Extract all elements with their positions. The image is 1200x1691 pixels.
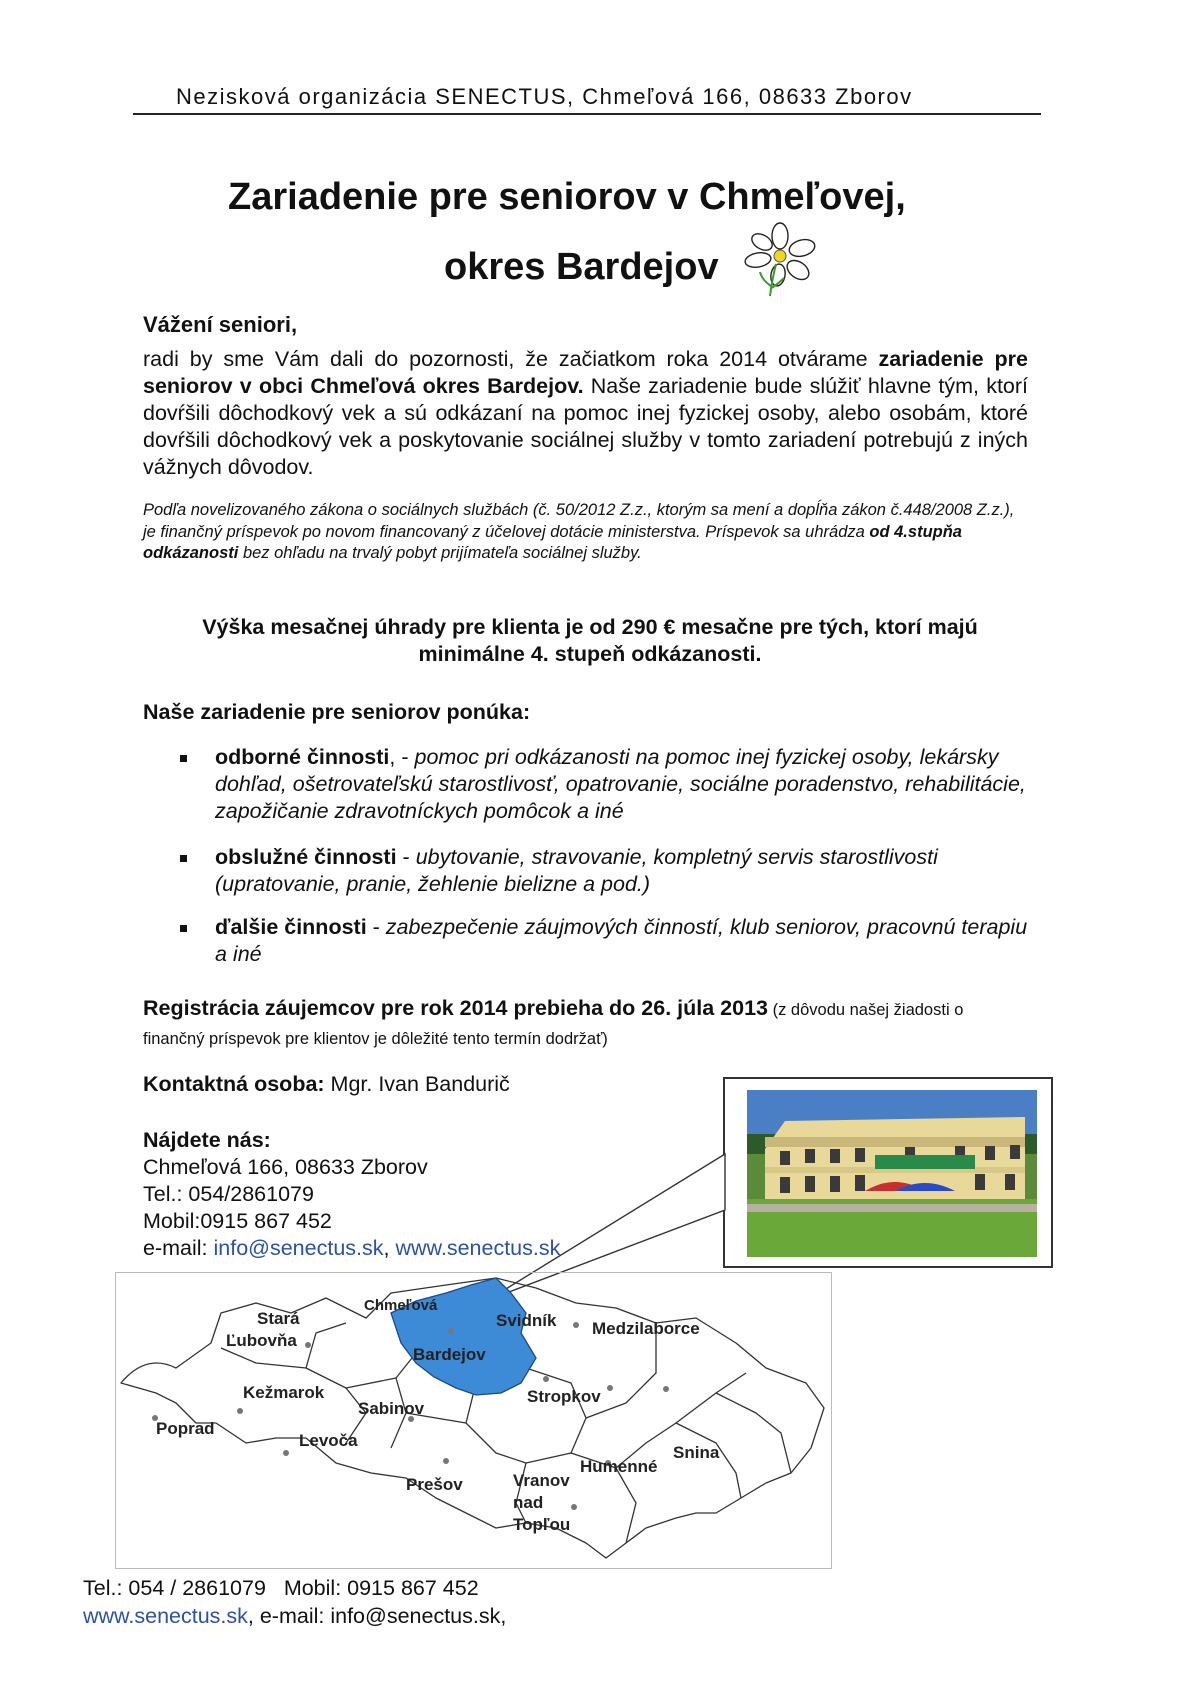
intro-text-1: radi by sme Vám dali do pozornosti, že začiatkom roka 2014 otvárame — [143, 347, 879, 371]
email-separator: , — [383, 1236, 396, 1260]
page-title: Zariadenie pre seniorov v Chmeľovej, — [228, 176, 906, 218]
email-label: e-mail: — [143, 1236, 214, 1260]
region-map-shape — [116, 1273, 831, 1568]
map-label-kezmarok: Kežmarok — [243, 1383, 325, 1402]
service-description: pomoc pri odkázanosti na pomoc inej fyzickej osoby, lekársky dohľad, ošetrovateľskú starostlivosť, opatrovanie, sociálne poradenstvo, rehabilitácie, zapožičanie zdravotníckych pomôcok a iné — [215, 745, 1026, 823]
website-link[interactable]: www.senectus.sk — [395, 1236, 561, 1260]
law-note-highlight: od 4.stupňa odkázanosti — [143, 522, 962, 562]
footer-website-link[interactable]: www.senectus.sk — [83, 1604, 248, 1628]
footer-email: , e-mail: info@senectus.sk, — [247, 1604, 507, 1628]
offer-heading: Naše zariadenie pre seniorov ponúka: — [143, 700, 531, 724]
fee-statement — [150, 614, 1030, 668]
map-label-presov: Prešov — [406, 1475, 463, 1494]
footer-phones: Tel.: 054 / 2861079 Mobil: 0915 867 452 — [83, 1576, 479, 1600]
intro-paragraph — [143, 346, 1028, 481]
find-us-heading: Nájdete nás: — [143, 1128, 271, 1152]
map-label-poprad: Poprad — [156, 1419, 215, 1438]
building-sign — [875, 1155, 975, 1169]
map-label-snina: Snina — [673, 1443, 720, 1462]
map-label-vranov-3: Topľou — [513, 1515, 571, 1534]
flower-icon — [740, 220, 820, 300]
organization-header: Nezisková organizácia SENECTUS, Chmeľová 166, 08633 Zborov — [176, 84, 913, 109]
map-label-levoca: Levoča — [299, 1431, 358, 1450]
telephone: Tel.: 054/2861079 — [143, 1182, 314, 1206]
map-label-vranov-2: nad — [513, 1493, 544, 1512]
map-label-stropkov: Stropkov — [527, 1387, 601, 1406]
intro-highlight: zariadenie pre seniorov v obci Chmeľová okres Bardejov. — [143, 347, 1028, 398]
service-description: zabezpečenie záujmových činností, klub seniorov, pracovnú terapiu a iné — [215, 915, 1028, 966]
bardejov-district — [391, 1278, 536, 1395]
registration-deadline: Registrácia záujemcov pre rok 2014 prebieha do 26. júla 2013 — [143, 996, 768, 1020]
contact-label: Kontaktná osoba: — [143, 1072, 325, 1096]
footer — [83, 1574, 506, 1630]
service-description: ubytovanie, stravovanie, kompletný servis starostlivosti (upratovanie, pranie, žehlenie bielizne a pod.) — [215, 845, 938, 896]
fee-line-1: Výška mesačnej úhrady pre klienta je od 290 € mesačne pre tých, ktorí majú — [202, 615, 978, 639]
building-photo — [723, 1077, 1053, 1268]
map-label-svidnik: Svidník — [496, 1311, 557, 1330]
service-label: odborné činnosti — [215, 745, 390, 769]
email-link[interactable]: info@senectus.sk — [213, 1236, 384, 1260]
address: Chmeľová 166, 08633 Zborov — [143, 1155, 428, 1179]
map-label-medzilaborce: Medzilaborce — [592, 1319, 700, 1338]
map-label-bardejov: Bardejov — [413, 1345, 486, 1364]
page-subtitle: okres Bardejov — [444, 246, 719, 288]
law-note-text-2: bez ohľadu na trvalý pobyt prijímateľa sociálnej služby. — [238, 544, 642, 562]
map-label-humenne: Humenné — [580, 1457, 658, 1476]
footer-web-line — [83, 1602, 506, 1630]
bullet-icon — [180, 855, 187, 862]
bullet-icon — [180, 925, 187, 932]
service-label: ďalšie činnosti — [215, 915, 367, 939]
contact-name: Mgr. Ivan Bandurič — [324, 1072, 510, 1096]
mobile: Mobil:0915 867 452 — [143, 1209, 332, 1233]
map-label-stara-lubovna-2: Ľubovňa — [226, 1331, 297, 1350]
service-separator: - — [396, 845, 416, 869]
map-label-chmelova: Chmeľová — [364, 1297, 438, 1314]
contact-person — [143, 1072, 510, 1097]
registration-reason: (z dôvodu našej žiadosti o finančný príspevok pre klientov je dôležité tento termín dodržať) — [143, 1001, 964, 1048]
region-map — [115, 1272, 832, 1569]
law-note-text-1: Podľa novelizovaného zákona o sociálnych službách (č. 50/2012 Z.z., ktorým sa mení a dopĺňa zákon č.448/2008 Z.z.), je finančný príspevok po novom financovaný z účelovej dotácie ministerstva. Príspevok sa uhrádza — [143, 501, 1015, 541]
service-label: obslužné činnosti — [215, 845, 397, 869]
service-separator: , - — [389, 745, 415, 769]
map-label-stara-lubovna-1: Stará — [257, 1309, 300, 1328]
registration-note — [143, 995, 1028, 1053]
greeting: Vážení seniori, — [143, 312, 298, 337]
map-label-sabinov: Sabinov — [358, 1399, 425, 1418]
map-label-vranov-1: Vranov — [513, 1471, 570, 1490]
header-divider — [133, 113, 1041, 115]
building-photo-image — [725, 1079, 1051, 1266]
law-note — [143, 500, 1023, 565]
bullet-icon — [180, 755, 187, 762]
service-separator: - — [366, 915, 386, 939]
intro-text-2: Naše zariadenie bude slúžiť hlavne tým, ktorí dovŕšili dôchodkový vek a sú odkázaní na pomoc inej fyzickej osoby, alebo osobám, ktoré dovŕšili dôchodkový vek a poskytovanie sociálnej služby v tomto zariadení potrebujú z iných vážnych dôvodov. — [143, 374, 1029, 479]
fee-line-2: minimálne 4. stupeň odkázanosti. — [418, 642, 762, 666]
